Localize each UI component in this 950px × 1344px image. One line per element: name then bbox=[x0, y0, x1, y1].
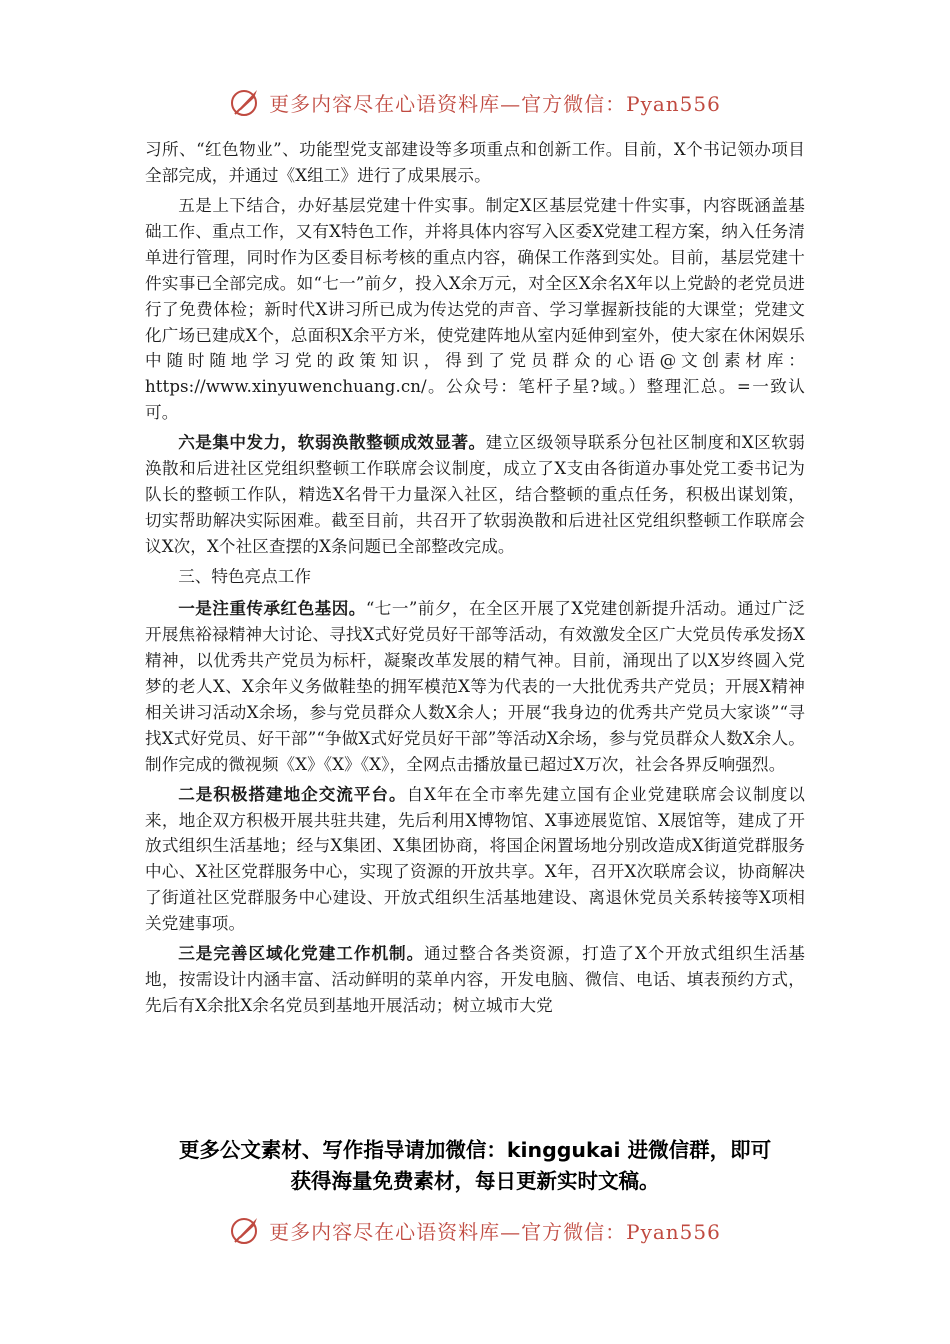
paragraph-five: 五是上下结合，办好基层党建十件实事。制定X区基层党建十件实事，内容既涵盖基础工作、重点工作，又有X特色工作，并将具体内容写入区委X党建工程方案，纳入任务清单进行管理，同时作为区委目标考核的重点内容，确保工作落到实处。目前，基层党建十件实事已全部完成。如“七一”前夕，投入X余万元，对全区X余名X年以上党龄的老党员进行了免费体检；新时代X讲习所已成为传达党的声音、学习掌握新技能的大课堂；党建文化广场已建成X个，总面积X余平方米，使党建阵地从室内延伸到室外，使大家在休闲娱乐中随时随地学习党的政策知识，得到了党员群众的心语@文创素材库：https://www.xinyuwenchuang.cn/。公众号：笔杆子星?域。）整理汇总。=一致认可。 bbox=[145, 196, 805, 423]
paragraph-highlight-two bbox=[145, 782, 805, 937]
paragraph-highlight-three-body: 通过整合各类资源，打造了X个开放式组织生活基地，按需设计内涵丰富、活动鲜明的菜单内容，开发电脑、微信、电话、填表预约方式，先后有X余批X余名党员到基地开展活动；树立城市大党 bbox=[145, 944, 806, 1016]
paragraph-highlight-three bbox=[145, 941, 805, 1019]
paragraph-highlight-three-lead: 三是完善区域化党建工作机制。 bbox=[178, 944, 425, 964]
paragraph-six-lead: 六是集中发力，软弱涣散整顿成效显著。 bbox=[178, 433, 486, 453]
promo-line-2: 获得海量免费素材，每日更新实时文稿。 bbox=[290, 1169, 660, 1193]
paragraph-highlight-two-lead: 二是积极搭建地企交流平台。 bbox=[178, 784, 407, 804]
header-brand-text: 更多内容尽在心语资料库—官方微信：Pyan556 bbox=[269, 91, 721, 116]
document-body bbox=[145, 137, 805, 1023]
paragraph-highlight-one bbox=[145, 596, 805, 777]
promo-line-1: 更多公文素材、写作指导请加微信：kinggukai 进微信群，即可 bbox=[178, 1138, 772, 1162]
paragraph-continuation: 习所、“红色物业”、功能型党支部建设等多项重点和创新工作。目前，X个书记领办项目全部完成，并通过《X组工》进行了成果展示。 bbox=[145, 140, 805, 185]
paragraph-six bbox=[145, 430, 805, 560]
footer-watermark bbox=[0, 1208, 950, 1252]
paragraph-highlight-one-lead: 一是注重传承红色基因。 bbox=[178, 599, 366, 619]
promo-notice bbox=[100, 1135, 850, 1197]
quill-logo-icon bbox=[229, 1213, 263, 1247]
header-watermark bbox=[0, 80, 950, 124]
quill-logo-icon bbox=[229, 85, 263, 119]
footer-brand-text: 更多内容尽在心语资料库—官方微信：Pyan556 bbox=[269, 1219, 721, 1244]
paragraph-highlight-two-body: 自X年在全市率先建立国有企业党建联席会议制度以来，地企双方积极开展共驻共建，先后利用X博物馆、X事迹展览馆、X展馆等，建成了开放式组织生活基地；经与X集团、X集团协商，将国企闲置场地分别改造成X街道党群服务中心、X社区党群服务中心，实现了资源的开放共享。X年，召开X次联席会议，协商解决了街道社区党群服务中心建设、开放式组织生活基地建设、离退休党员关系转接等X项相关党建事项。 bbox=[145, 784, 805, 934]
section-heading: 三、特色亮点工作 bbox=[178, 567, 311, 587]
paragraph-six-body: 建立区级领导联系分包社区制度和X区软弱涣散和后进社区党组织整顿工作联席会议制度，成立了X支由各街道办事处党工委书记为队长的整顿工作队，精选X名骨干力量深入社区，结合整顿的重点任务，积极出谋划策，切实帮助解决实际困难。截至目前，共召开了软弱涣散和后进社区党组织整顿工作联席会议X次，X个社区查摆的X条问题已全部整改完成。 bbox=[145, 433, 805, 556]
paragraph-highlight-one-body: “七一”前夕，在全区开展了X党建创新提升活动。通过广泛开展焦裕禄精神大讨论、寻找X式好党员好干部等活动，有效激发全区广大党员传承发扬X精神，以优秀共产党员为标杆，凝聚改革发展的精气神。目前，涌现出了以X岁终圆入党梦的老人X、X余年义务做鞋垫的拥军模范X等为代表的一大批优秀共产党员；开展X精神相关讲习活动X余场，参与党员群众人数X余人；开展“我身边的优秀共产党员大家谈”“寻找X式好党员、好干部”“争做X式好党员好干部”等活动X余场，参与党员群众人数X余人。制作完成的微视频《X》《X》《X》，全网点击播放量已超过X万次，社会各界反响强烈。 bbox=[145, 599, 805, 774]
